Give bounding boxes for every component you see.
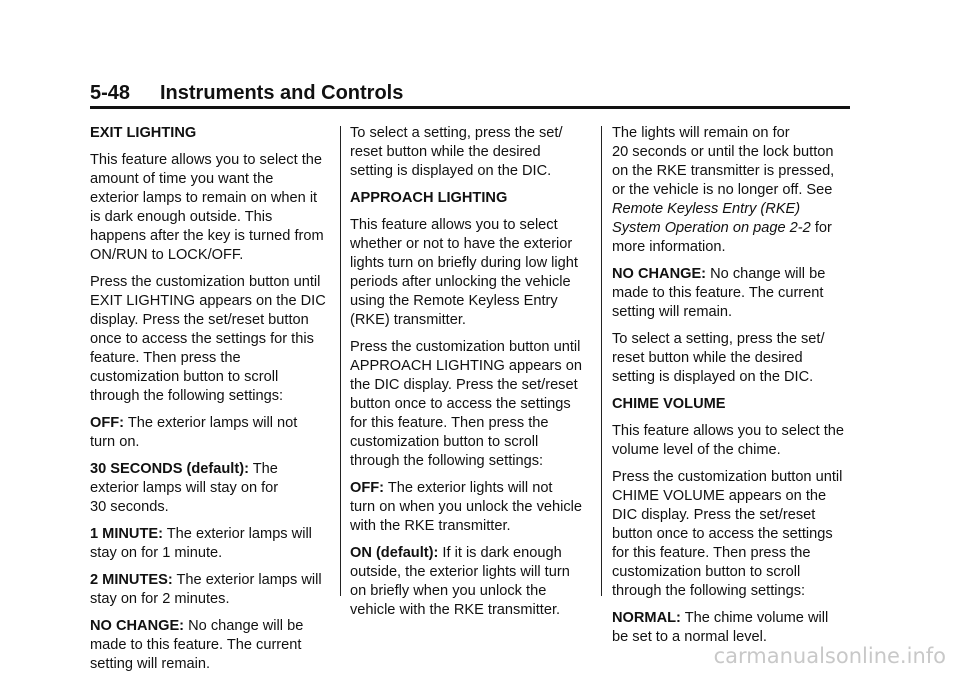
option-label: 2 MINUTES: — [90, 572, 173, 588]
body-paragraph: Press the customization button until APPROACH LIGHTING appears on the DIC display. Press the set/reset button once to access the settings for this feature. Then press the customization button to scroll through the following settings: — [350, 339, 582, 469]
page-number: 5-48 — [90, 82, 131, 104]
body-paragraph: This feature allows you to select the volume level of the chime. — [612, 423, 844, 458]
body-paragraph: Press the customization button until CHIME VOLUME appears on the DIC display. Press the set/reset button once to access the settings for this feature. Then press the customization button to scroll through the following settings: — [612, 469, 843, 599]
column-1 — [90, 124, 338, 682]
section-heading: CHIME VOLUME — [612, 396, 726, 412]
watermark: carmanualsonline.info — [713, 644, 946, 668]
column-divider — [340, 126, 341, 596]
column-divider — [601, 126, 602, 596]
setting-option — [90, 617, 338, 674]
body-paragraph: To select a setting, press the set/ reset button while the desired setting is displayed on the DIC. — [612, 331, 825, 385]
setting-option — [90, 525, 338, 563]
setting-option — [612, 609, 860, 647]
column-3 — [612, 124, 860, 655]
option-description: The exterior lamps will stay on for 30 seconds. — [90, 461, 279, 515]
option-label: NO CHANGE: — [90, 618, 185, 634]
option-label: OFF: — [350, 480, 385, 496]
cross-reference: Remote Keyless Entry (RKE) System Operation on page 2-2 — [612, 201, 811, 236]
body-paragraph: To select a setting, press the set/ reset button while the desired setting is displayed on the DIC. — [350, 125, 563, 179]
option-label: ON (default): — [350, 545, 439, 561]
setting-option — [350, 544, 598, 620]
option-label: OFF: — [90, 415, 125, 431]
setting-option — [90, 460, 338, 517]
paragraph-text: for more information. — [612, 220, 832, 255]
option-description: No change will be made to this feature. The current setting will remain. — [90, 618, 304, 672]
option-label: 30 SECONDS (default): — [90, 461, 249, 477]
option-description: The exterior lamps will stay on for 2 minutes. — [90, 572, 322, 607]
option-label: 1 MINUTE: — [90, 526, 163, 542]
body-paragraph: This feature allows you to select the amount of time you want the exterior lamps to remain on when it is dark enough outside. This happens after the key is turned from ON/RUN to LOCK/OFF. — [90, 152, 324, 263]
body-paragraph: This feature allows you to select whether or not to have the exterior lights turn on briefly during low light periods after unlocking the vehicle using the Remote Keyless Entry (RKE) transmitter. — [350, 217, 578, 328]
section-heading: EXIT LIGHTING — [90, 125, 197, 141]
section-title: Instruments and Controls — [160, 82, 404, 104]
option-description: The exterior lamps will stay on for 1 minute. — [90, 526, 312, 561]
body-paragraph — [612, 124, 860, 257]
column-2 — [350, 124, 598, 628]
option-description: The exterior lights will not turn on when you unlock the vehicle with the RKE transmitter. — [350, 480, 583, 534]
setting-option — [350, 479, 598, 536]
body-paragraph: Press the customization button until EXIT LIGHTING appears on the DIC display. Press the set/reset button once to access the settings for this feature. Then press the customization button to scroll through the following settings: — [90, 274, 326, 404]
setting-option — [90, 414, 338, 452]
page-header — [90, 80, 850, 109]
option-description: The exterior lamps will not turn on. — [90, 415, 298, 450]
option-label: NORMAL: — [612, 610, 681, 626]
paragraph-text: The lights will remain on for 20 seconds or until the lock button on the RKE transmitter is pressed, or the vehicle is no longer off. See — [612, 125, 835, 198]
option-description: The chime volume will be set to a normal level. — [612, 610, 829, 645]
option-description: If it is dark enough outside, the exterior lights will turn on briefly when you unlock the vehicle with the RKE transmitter. — [350, 545, 570, 618]
option-description: No change will be made to this feature. The current setting will remain. — [612, 266, 826, 320]
setting-option — [90, 571, 338, 609]
setting-option — [612, 265, 860, 322]
section-heading: APPROACH LIGHTING — [350, 190, 508, 206]
option-label: NO CHANGE: — [612, 266, 707, 282]
